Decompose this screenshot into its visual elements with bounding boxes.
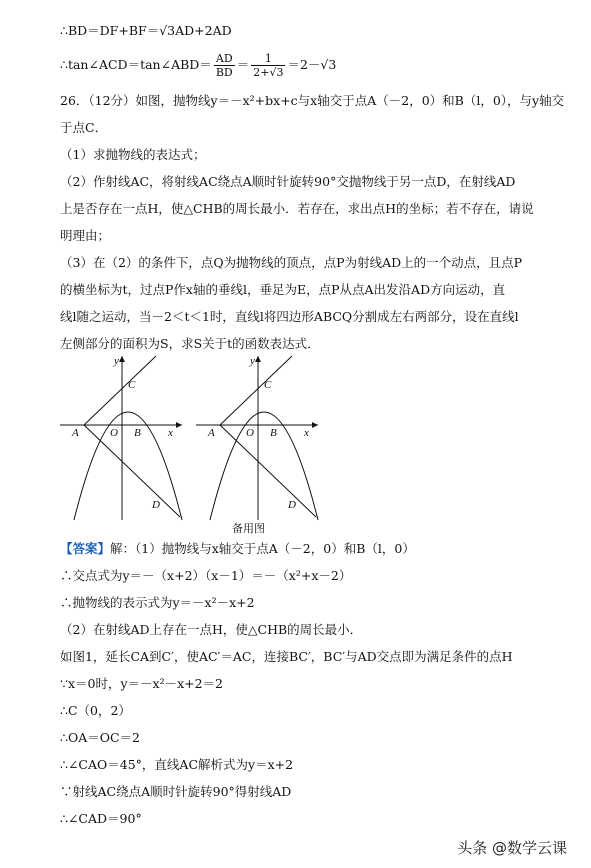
label-d: D xyxy=(288,499,296,511)
label-c: C xyxy=(264,379,272,391)
answer-line-10: ∵射线AC绕点A顺时针旋转90°得射线AD xyxy=(60,784,292,799)
label-a: A xyxy=(208,427,215,439)
watermark: 头条 @数学云课 xyxy=(457,839,567,857)
label-y: y xyxy=(250,355,255,367)
ray-ad xyxy=(220,425,316,517)
part-3-d: 左侧部分的面积为S，求S关于t的函数表达式． xyxy=(60,336,320,351)
label-c: C xyxy=(128,379,136,391)
part-2-b: 上是否存在一点H，使△CHB的周长最小．若存在，求出点H的坐标；若不存在，请说 xyxy=(60,201,534,216)
frac-num: AD xyxy=(214,52,235,66)
part-2-a: （2）作射线AC，将射线AC绕点A顺时针旋转90°交抛物线于另一点D，在射线AD xyxy=(60,174,516,189)
label-a: A xyxy=(72,427,79,439)
y-arrow xyxy=(119,356,125,362)
figure-backup xyxy=(194,352,324,522)
answer-line-1 xyxy=(60,540,415,558)
y-arrow xyxy=(255,356,261,362)
answer-line-7: ∴C（0，2） xyxy=(60,703,131,718)
fraction-ad-bd xyxy=(214,52,235,79)
tan-prefix: ∴tan∠ACD＝tan∠ABD＝ xyxy=(60,57,212,72)
label-b: B xyxy=(134,427,141,439)
backup-caption: 备用图 xyxy=(232,522,265,535)
answer-line-2: ∴交点式为y＝－（x+2）（x－1）＝－（x²+x－2） xyxy=(60,568,352,583)
line-bd: ∴BD＝DF+BF＝√3AD+2AD xyxy=(60,23,232,38)
line-tan xyxy=(60,52,336,79)
part-2-c: 明理由； xyxy=(60,228,111,243)
label-b: B xyxy=(270,427,277,439)
part-3-a: （3）在（2）的条件下，点Q为抛物线的顶点，点P为射线AD上的一个动点，且点P xyxy=(60,255,523,270)
part-1: （1）求抛物线的表达式； xyxy=(60,147,206,162)
equals: ＝ xyxy=(236,57,250,72)
part-3-b: 的横坐标为t，过点P作x轴的垂线l，垂足为E，点P从点A出发沿AD方向运动，直 xyxy=(60,282,506,297)
answer-line-6: ∵x＝0时，y＝－x²－x+2＝2 xyxy=(60,676,224,691)
answer-tag: 【答案】 xyxy=(60,541,111,556)
x-arrow xyxy=(312,422,318,428)
frac-num: 1 xyxy=(251,52,285,66)
part-3-c: 线l随之运动，当－2＜t＜1时，直线l将四边形ABCQ分割成左右两部分，设在直线l xyxy=(60,309,519,324)
label-o: O xyxy=(246,427,254,439)
fraction-1-over xyxy=(251,52,285,79)
answer-line-11: ∴∠CAD＝90° xyxy=(60,811,142,826)
answer-line-4: （2）在射线AD上存在一点H，使△CHB的周长最小． xyxy=(60,622,363,637)
label-x: x xyxy=(304,427,309,439)
ray-ad xyxy=(84,425,180,517)
label-o: O xyxy=(110,427,118,439)
frac-den: 2+√3 xyxy=(253,66,284,79)
label-y: y xyxy=(114,355,119,367)
question-26: 26．（12分）如图，抛物线y＝－x²+bx+c与x轴交于点A（－2，0）和B（l，0），与y轴交 xyxy=(60,93,565,108)
question-26-cont: 于点C． xyxy=(60,120,108,135)
answer-text: 解：（1）抛物线与x轴交于点A（－2，0）和B（l，0） xyxy=(110,541,415,556)
answer-line-8: ∴OA＝OC＝2 xyxy=(60,730,140,745)
figure-1 xyxy=(58,352,188,522)
x-arrow xyxy=(176,422,182,428)
label-d: D xyxy=(152,499,160,511)
answer-line-3: ∴抛物线的表示式为y＝－x²－x+2 xyxy=(60,595,255,610)
answer-line-9: ∴∠CAO＝45°，直线AC解析式为y＝x+2 xyxy=(60,757,294,772)
frac-den: BD xyxy=(215,66,233,79)
answer-line-5: 如图1，延长CA到C′，使AC′＝AC，连接BC′，BC′与AD交点即为满足条件的点H xyxy=(60,649,513,664)
tan-suffix: ＝2－√3 xyxy=(287,57,337,72)
label-x: x xyxy=(168,427,173,439)
